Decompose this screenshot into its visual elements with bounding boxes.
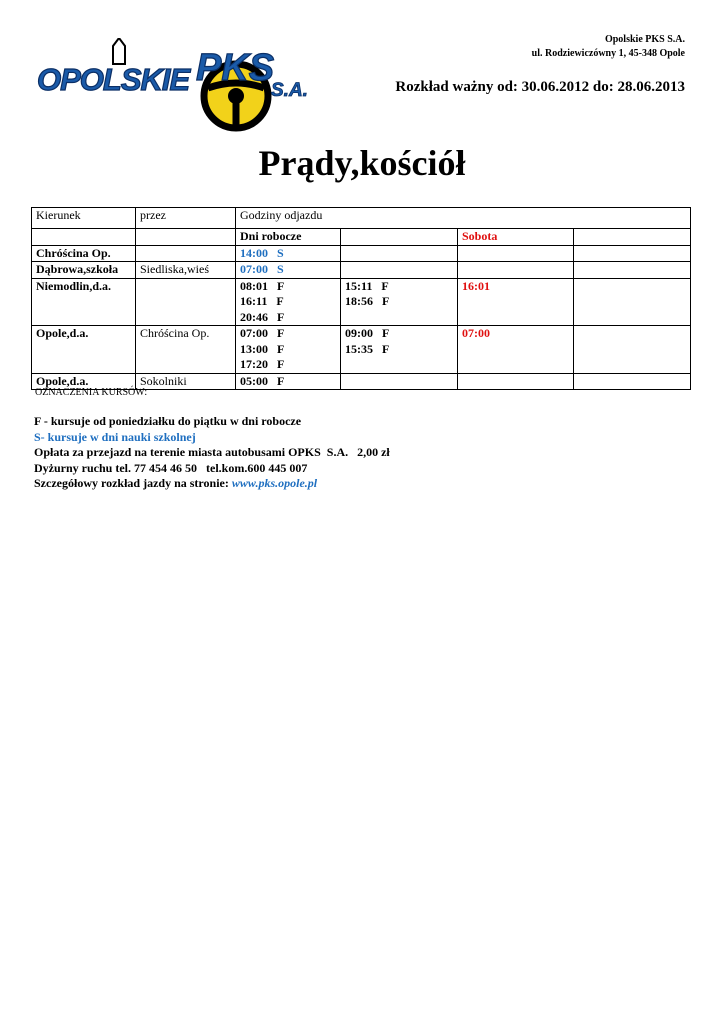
extra-cell — [574, 245, 691, 262]
col-header-direction: Kierunek — [32, 208, 136, 229]
saturday-times-cell — [458, 373, 574, 390]
weekday-times-cell — [236, 278, 341, 326]
svg-text:OPOLSKIE: OPOLSKIE — [37, 62, 190, 97]
departure-time: 13:00 F — [240, 341, 285, 356]
col-header-departures: Godziny odjazdu — [236, 208, 691, 229]
extra-cell — [574, 373, 691, 390]
weekday-times-cell — [236, 262, 341, 279]
fare-note: Opłata za przejazd na terenie miasta autobusami OPKS S.A. 2,00 zł — [34, 445, 390, 459]
saturday-times-cell — [458, 262, 574, 279]
via-cell — [136, 278, 236, 326]
weekday-times-cell — [236, 373, 341, 390]
direction-cell: Niemodlin,d.a. — [32, 278, 136, 326]
departure-time: 09:00 F — [345, 326, 390, 340]
departure-time: 05:00 F — [240, 373, 285, 388]
extra-cell — [574, 326, 691, 374]
via-cell: Siedliska,wieś — [136, 262, 236, 279]
via-cell: Chróścina Op. — [136, 326, 236, 374]
direction-cell: Dąbrowa,szkoła — [32, 262, 136, 279]
table-row — [32, 262, 691, 279]
departure-time: 14:00 S — [240, 245, 284, 260]
website-label: Szczegółowy rozkład jazdy na stronie: — [34, 476, 232, 490]
legend-f-note: F - kursuje od poniedziałku do piątku w dni robocze — [34, 414, 302, 428]
weekday-times-cell-2 — [341, 373, 458, 390]
extra-cell — [574, 262, 691, 279]
weekday-times-cell-2 — [341, 326, 458, 374]
weekday-times-cell-2 — [341, 262, 458, 279]
legend-notes — [34, 414, 390, 492]
stop-title: Prądy,kościół — [258, 143, 466, 183]
company-name: Opolskie PKS S.A. — [604, 34, 685, 45]
weekday-times-cell-2 — [341, 245, 458, 262]
table-row — [32, 278, 691, 326]
svg-text:PKS: PKS — [196, 47, 275, 89]
sub-header-saturday: Sobota — [458, 229, 574, 246]
saturday-times-cell — [458, 326, 574, 374]
departure-time: 16:11 F — [240, 294, 284, 308]
departure-time: 07:00 F — [240, 326, 285, 340]
col-header-via: przez — [136, 208, 236, 229]
saturday-times-cell — [458, 245, 574, 262]
phones-note: Dyżurny ruchu tel. 77 454 46 50 tel.kom.600 445 007 — [34, 460, 308, 475]
saturday-times-cell — [458, 278, 574, 326]
company-info — [532, 33, 685, 61]
website-link[interactable]: www.pks.opole.pl — [231, 476, 318, 490]
weekday-times-cell — [236, 326, 341, 374]
departure-time: 18:56 F — [345, 294, 390, 308]
legend-s-note: S- kursuje w dni nauki szkolnej — [34, 429, 196, 444]
departure-time: 07:00 S — [240, 262, 284, 276]
table-row — [32, 326, 691, 374]
departure-time: 16:01 — [462, 278, 490, 293]
departure-time: 17:20 F — [240, 357, 285, 371]
weekday-times-cell-2 — [341, 278, 458, 326]
legend-label: OZNACZENIA KURSÓW: — [35, 387, 148, 398]
direction-cell: Chróścina Op. — [32, 245, 136, 262]
departure-time: 15:35 F — [345, 341, 390, 356]
opolskie-pks-logo — [33, 38, 323, 136]
timetable — [31, 207, 691, 390]
departure-time: 07:00 — [462, 326, 490, 340]
via-cell — [136, 245, 236, 262]
extra-cell — [574, 278, 691, 326]
direction-cell: Opole,d.a. — [32, 373, 136, 390]
weekday-times-cell — [236, 245, 341, 262]
website-note — [34, 476, 390, 492]
departure-time: 08:01 F — [240, 278, 285, 293]
svg-text:S.A.: S.A. — [271, 80, 308, 101]
direction-cell: Opole,d.a. — [32, 326, 136, 374]
table-row — [32, 245, 691, 262]
validity-period: Rozkład ważny od: 30.06.2012 do: 28.06.2013 — [395, 79, 685, 95]
departure-time: 15:11 F — [345, 278, 389, 293]
via-cell: Sokolniki — [136, 373, 236, 390]
sub-header-weekday: Dni robocze — [236, 229, 341, 246]
departure-time: 20:46 F — [240, 309, 285, 324]
company-address: ul. Rodziewiczówny 1, 45-348 Opole — [531, 48, 685, 59]
